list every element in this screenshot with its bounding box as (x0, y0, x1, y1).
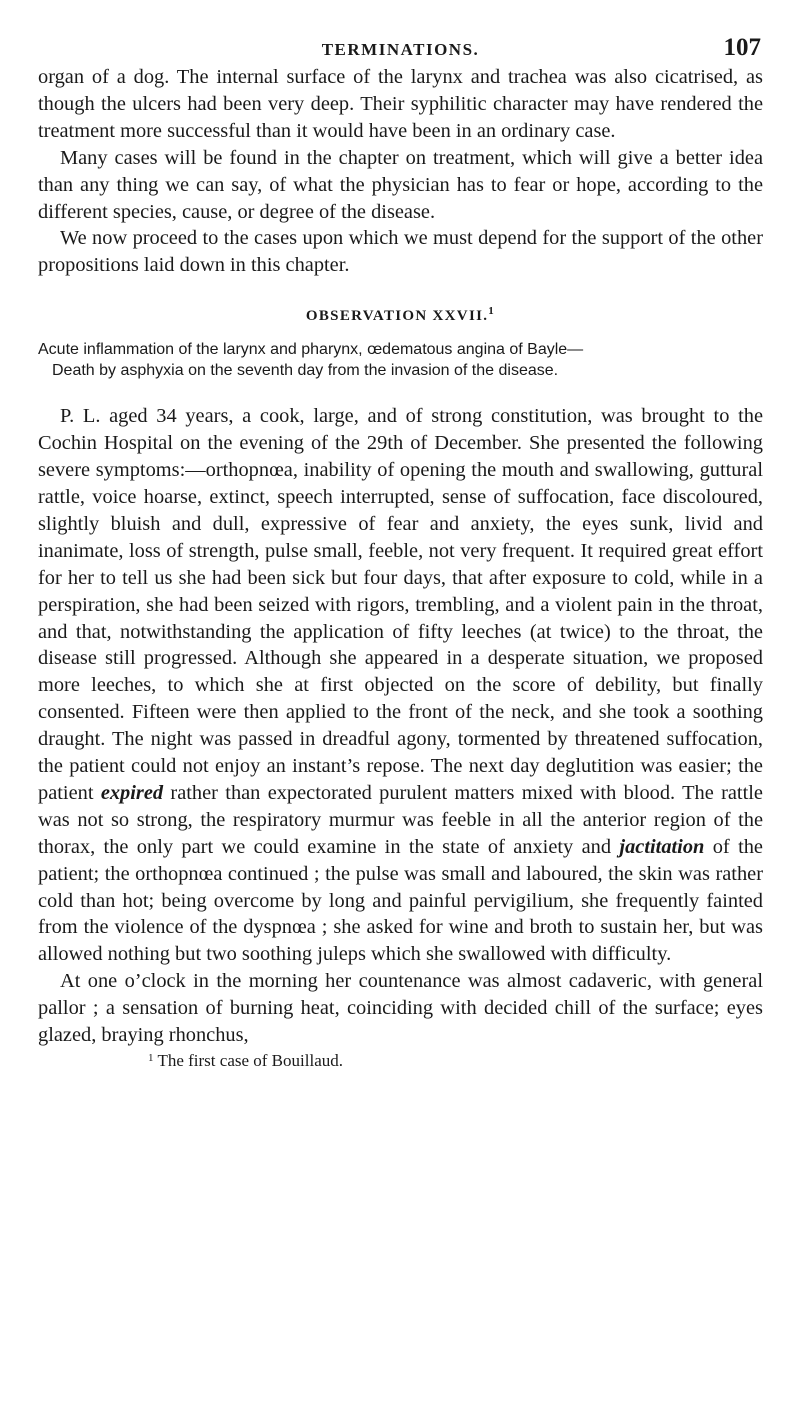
case-text-c: of the patient; the orthopnœa continued ; the pulse was small and laboured, the skin was rather cold than hot; being overcome by long and painful pervigilium, she frequently fainted from the violence of the dyspnœa ; she asked for wine and broth to sustain her, but was allowed nothing but two soothing juleps which she swallowed with difficulty. (38, 835, 763, 966)
book-page (38, 0, 763, 1071)
case-paragraph (38, 403, 763, 968)
summary-line-1: Acute inflammation of the larynx and pharynx, œdematous angina of Bayle— (38, 341, 584, 359)
footnote-number: 1 (148, 1052, 154, 1064)
paragraph-morning: At one o’clock in the morning her countenance was almost cadaveric, with general pallor ; a sensation of burning heat, coinciding with decided chill of the surface; eyes glazed, braying rhonchus, (38, 970, 763, 1047)
case-emphasis-jactitation: jactitation (619, 835, 705, 858)
observation-title: OBSERVATION XXVII. (305, 308, 489, 325)
footnote-marker: 1 (488, 305, 496, 318)
case-text-b: rather than expectorated purulent matters mixed with blood. The rattle was not so strong, the respiratory murmur was feeble in all the anterior region of the thorax, the only part we could examine in the state of anxiety and (38, 781, 763, 858)
observation-summary (38, 339, 763, 381)
footnote-text: The first case of Bouillaud. (157, 1051, 343, 1070)
summary-line-2: Death by asphyxia on the seventh day from the invasion of the disease. (52, 362, 559, 380)
running-title: TERMINATIONS. (321, 40, 480, 59)
paragraph-proceed: We now proceed to the cases upon which we must depend for the support of the other propositions laid down in this chapter. (38, 227, 763, 277)
paragraph-continuation: organ of a dog. The internal surface of the larynx and trachea was also cicatrised, as though the ulcers had been very deep. Their syphilitic character may have rendered the treatment more successful than it would have been in an ordinary case. (38, 66, 763, 142)
paragraph-cases-treatment: Many cases will be found in the chapter on treatment, which will give a better idea than any thing we can say, of what the physician has to fear or hope, according to the different species, cause, or degree of the disease. (38, 146, 763, 223)
case-emphasis-expired: expired (100, 781, 164, 804)
running-head (38, 0, 763, 64)
observation-heading (38, 305, 763, 325)
case-text-a: P. L. aged 34 years, a cook, large, and of strong constitution, was brought to the Cochin Hospital on the evening of the 29th of December. She presented the following severe symptoms:—orthopnœa, inability of opening the mouth and swallowing, guttural rattle, voice hoarse, extinct, speech interrupted, sense of suffocation, face discoloured, slightly bluish and dull, expressive of fear and anxiety, the eyes sunk, livid and inanimate, loss of strength, pulse small, feeble, not very frequent. It required great effort for her to tell us she had been sick but four days, that after exposure to cold, while in a perspiration, she had been seized with rigors, trembling, and a violent pain in the throat, and that, notwithstanding the application of fifty leeches (at twice) to the throat, the disease still progressed. Although she appeared in a desperate situation, we proposed more leeches, to which she at first objected on the score of debility, but finally consented. Fifteen were then applied to the front of the neck, and she took a soothing draught. The night was passed in dreadful agony, tormented by threatened suffocation, the patient could not enjoy an instant’s repose. The next day deglutition was easier; the patient (38, 405, 763, 804)
footnote (38, 1051, 763, 1071)
page-number: 107 (723, 34, 761, 61)
